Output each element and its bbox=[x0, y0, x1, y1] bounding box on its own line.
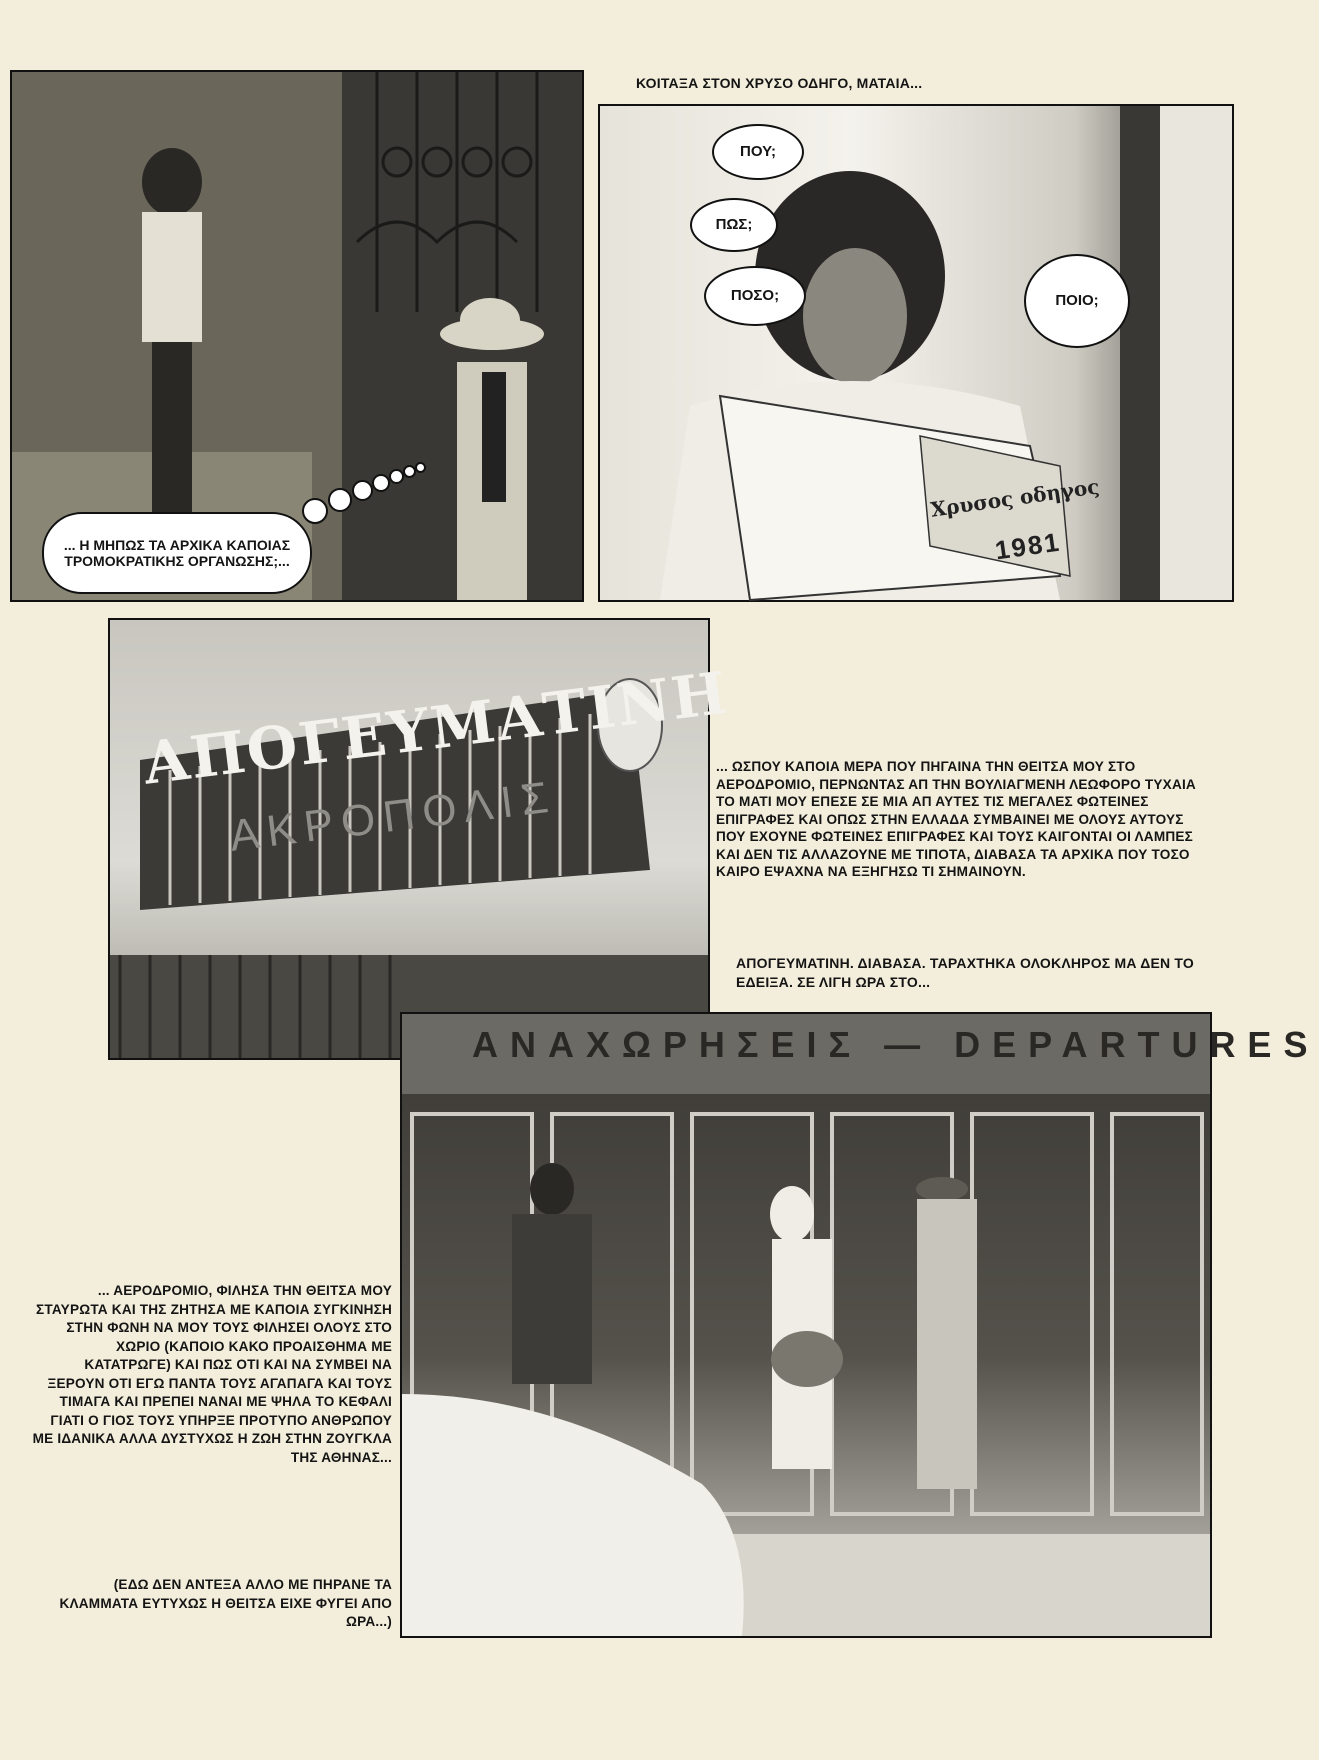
thought-dot bbox=[352, 480, 373, 501]
thought-text: ... Η ΜΗΠΩΣ ΤΑ ΑΡΧΙΚΑ ΚΑΠΟΙΑΣ ΤΡΟΜΟΚΡΑΤΙΚΗΣ ΟΡΓΑΝΩΣΗΣ;... bbox=[63, 536, 291, 569]
panel-3-caption-2: ΑΠΟΓΕΥΜΑΤΙΝΗ. ΔΙΑΒΑΣΑ. ΤΑΡΑΧΤΗΚΑ ΟΛΟΚΛΗΡΟΣ ΜΑ ΔΕΝ ΤΟ ΕΔΕΙΞΑ. ΣΕ ΛΙΓΗ ΩΡΑ ΣΤΟ... bbox=[736, 955, 1195, 990]
billboard-text-top: ΑΠΟΓΕΥΜΑΤΙΝΗ bbox=[139, 658, 733, 798]
panel-4-caption-1: ... ΑΕΡΟΔΡΟΜΙΟ, ΦΙΛΗΣΑ ΤΗΝ ΘΕΙΤΣΑ ΜΟΥ ΣΤΑΥΡΩΤΑ ΚΑΙ ΤΗΣ ΖΗΤΗΣΑ ΜΕ ΚΑΠΟΙΑ ΣΥΓΚΙΝΗΣΗ ΣΤΗΝ ΦΩΝΗ ΝΑ ΜΟΥ ΤΟΥΣ ΦΙΛΗΣΕΙ ΟΛΟΥΣ ΣΤΟ ΧΩΡΙΟ (ΚΑΠΟΙΟ ΚΑΚΟ ΠΡΟΑΙΣΘΗΜΑ ΜΕ ΚΑΤΑΤΡΩΓΕ) ΚΑΙ ΠΩΣ ΟΤΙ ΚΑΙ ΝΑ ΣΥΜΒΕΙ ΝΑ ΞΕΡΟΥΝ ΟΤΙ ΕΓΩ ΠΑΝΤΑ ΤΟΥΣ ΑΓΑΠΑΓΑ ΚΑΙ ΤΟΥΣ ΤΙΜΑΓΑ ΚΑΙ ΠΡΕΠΕΙ ΝΑΝΑΙ ΜΕ ΨΗΛΑ ΤΟ ΚΕΦΑΛΙ ΓΙΑΤΙ Ο ΓΙΟΣ ΤΟΥΣ ΥΠΗΡΞΕ ΠΡΟΤΥΠΟ ΑΝΘΡΩΠΟΥ ΜΕ ΙΔΑΝΙΚΑ ΑΛΛΑ ΔΥΣΤΥΧΩΣ Η ΖΩΗ ΣΤΗΝ ΖΟΥΓΚΛΑ ΤΗΣ ΑΘΗΝΑΣ... bbox=[32, 1283, 392, 1465]
speech-bubble-pos: ΠΩΣ; bbox=[690, 198, 778, 252]
panel-4-illustration bbox=[402, 1014, 1210, 1636]
thought-dot bbox=[302, 498, 328, 524]
panel-2-photo bbox=[598, 104, 1234, 602]
departures-sign: ΑΝΑΧΩΡΗΣΕΙΣ — DEPARTURES bbox=[472, 1024, 1319, 1065]
panel-3-photo bbox=[108, 618, 733, 1060]
book-year: 1981 bbox=[993, 526, 1063, 566]
book-title: Χρυσος οδηγος bbox=[929, 474, 1101, 522]
panel-1-photo bbox=[10, 70, 584, 602]
panel-4-photo bbox=[400, 1012, 1319, 1638]
speech-bubble-poso: ΠΟΣΟ; bbox=[704, 266, 806, 326]
speech-bubble-pou: ΠΟΥ; bbox=[712, 124, 804, 180]
thought-dot bbox=[389, 469, 404, 484]
thought-dot bbox=[328, 488, 352, 512]
speech-bubble-poio: ΠΟΙΟ; bbox=[1024, 254, 1130, 348]
panel-4-caption-2: (ΕΔΩ ΔΕΝ ΑΝΤΕΞΑ ΑΛΛΟ ΜΕ ΠΗΡΑΝΕ ΤΑ ΚΛΑΜΜΑΤΑ ΕΥΤΥΧΩΣ Η ΘΕΙΤΣΑ ΕΙΧΕ ΦΥΓΕΙ ΑΠΟ ΩΡΑ...) bbox=[59, 1577, 392, 1629]
panel-2-illustration bbox=[600, 106, 1232, 600]
thought-dot bbox=[372, 474, 390, 492]
panel-2-caption: ΚΟΙΤΑΞΑ ΣΤΟΝ ΧΡΥΣΟ ΟΔΗΓΟ, ΜΑΤΑΙΑ... bbox=[636, 75, 923, 91]
thought-dot bbox=[415, 462, 426, 473]
billboard-text-bottom: ΑΚΡΟΠΟΛΙΣ bbox=[226, 772, 559, 861]
panel-3-caption-1: ... ΩΣΠΟΥ ΚΑΠΟΙΑ ΜΕΡΑ ΠΟΥ ΠΗΓΑΙΝΑ ΤΗΝ ΘΕΙΤΣΑ ΜΟΥ ΣΤΟ ΑΕΡΟΔΡΟΜΙΟ, ΠΕΡΝΩΝΤΑΣ ΑΠ ΤΗΝ ΒΟΥΛΙΑΓΜΕΝΗ ΛΕΩΦΟΡΟ ΤΥΧΑΙΑ ΤΟ ΜΑΤΙ ΜΟΥ ΕΠΕΣΕ ΣΕ ΜΙΑ ΑΠ ΑΥΤΕΣ ΤΙΣ ΜΕΓΑΛΕΣ ΦΩΤΕΙΝΕΣ ΕΠΙΓΡΑΦΕΣ ΚΑΙ ΟΠΩΣ ΣΤΗΝ ΕΛΛΑΔΑ ΣΥΜΒΑΙΝΕΙ ΜΕ ΟΛΟΥΣ ΑΥΤΟΥΣ ΠΟΥ ΕΧΟΥΝΕ ΦΩΤΕΙΝΕΣ ΕΠΙΓΡΑΦΕΣ ΚΑΙ ΤΟΥΣ ΚΑΙΓΟΝΤΑΙ ΟΙ ΛΑΜΠΕΣ ΚΑΙ ΔΕΝ ΤΙΣ ΑΛΛΑΖΟΥΝΕ ΜΕ ΤΙΠΟΤΑ, ΔΙΑΒΑΣΑ ΤΑ ΑΡΧΙΚΑ ΠΟΥ ΤΟΣΟ ΚΑΙΡΟ ΕΨΑΧΝΑ ΝΑ ΕΞΗΓΗΣΩ ΤΙ ΣΗΜΑΙΝΟΥΝ. bbox=[716, 759, 1196, 879]
thought-bubble bbox=[42, 512, 312, 594]
